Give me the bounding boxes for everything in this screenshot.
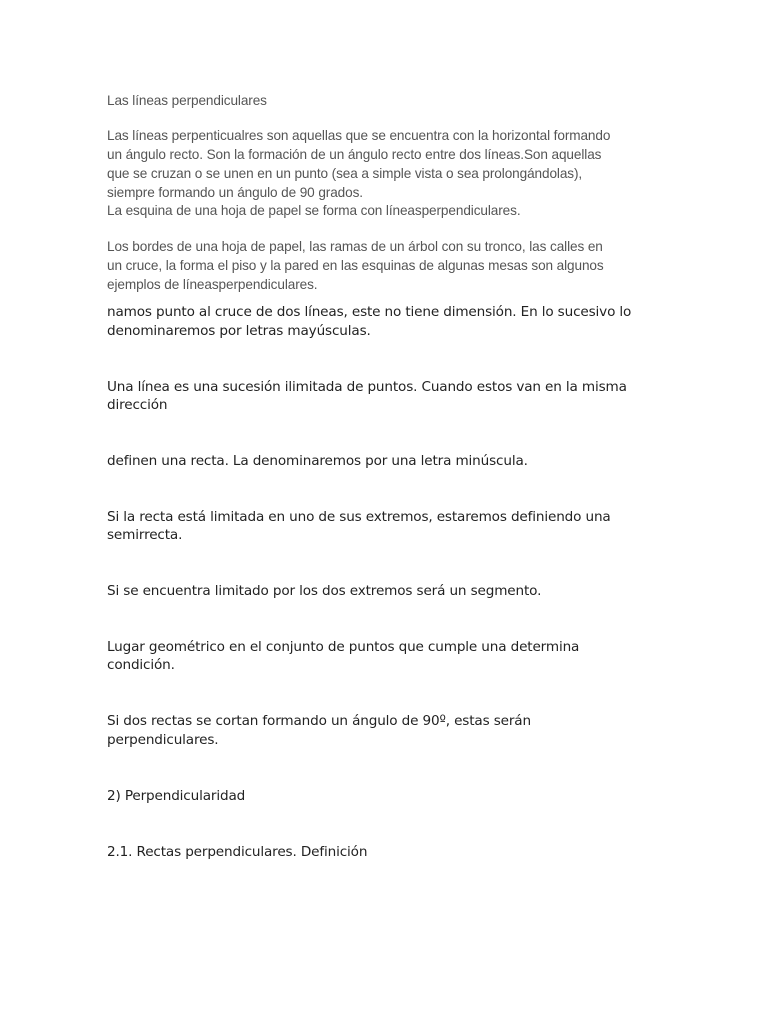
text-line: Una línea es una sucesión ilimitada de puntos. Cuando estos van en la misma xyxy=(107,379,627,395)
text-line: Si se encuentra limitado por los dos extremos será un segmento. xyxy=(107,583,542,599)
text-line: dirección xyxy=(107,397,168,413)
text-line: un ángulo recto. Son la formación de un ángulo recto entre dos líneas.Son aquellas xyxy=(107,147,602,162)
text-line: que se cruzan o se unen en un punto (sea a simple vista o sea prolongándolas), xyxy=(107,166,583,181)
text-line: definen una recta. La denominaremos por una letra minúscula. xyxy=(107,453,528,469)
section-heading: 2) Perpendicularidad xyxy=(107,788,246,804)
text-line: Si la recta está limitada en uno de sus extremos, estaremos definiendo una xyxy=(107,509,611,525)
text-line: un cruce, la forma el piso y la pared en las esquinas de algunas mesas son algunos xyxy=(107,258,604,273)
page-title: Las líneas perpendiculares xyxy=(107,93,267,108)
text-line: Las líneas perpenticualres son aquellas que se encuentra con la horizontal formando xyxy=(107,128,611,143)
text-line: namos punto al cruce de dos líneas, este no tiene dimensión. En lo sucesivo lo xyxy=(107,304,632,320)
text-line: perpendiculares. xyxy=(107,732,219,748)
text-line: denominaremos por letras mayúsculas. xyxy=(107,323,371,339)
text-line: semirrecta. xyxy=(107,527,183,543)
text-line: La esquina de una hoja de papel se forma con líneasperpendiculares. xyxy=(107,203,521,218)
text-line: Los bordes de una hoja de papel, las ramas de un árbol con su tronco, las calles en xyxy=(107,239,603,254)
text-line: Si dos rectas se cortan formando un ángulo de 90º, estas serán xyxy=(107,713,531,729)
text-line: ejemplos de líneasperpendiculares. xyxy=(107,277,318,292)
text-line: Lugar geométrico en el conjunto de puntos que cumple una determina xyxy=(107,639,580,655)
text-line: condición. xyxy=(107,657,175,673)
subsection-heading: 2.1. Rectas perpendiculares. Definición xyxy=(107,844,368,860)
text-line: siempre formando un ángulo de 90 grados. xyxy=(107,185,363,200)
